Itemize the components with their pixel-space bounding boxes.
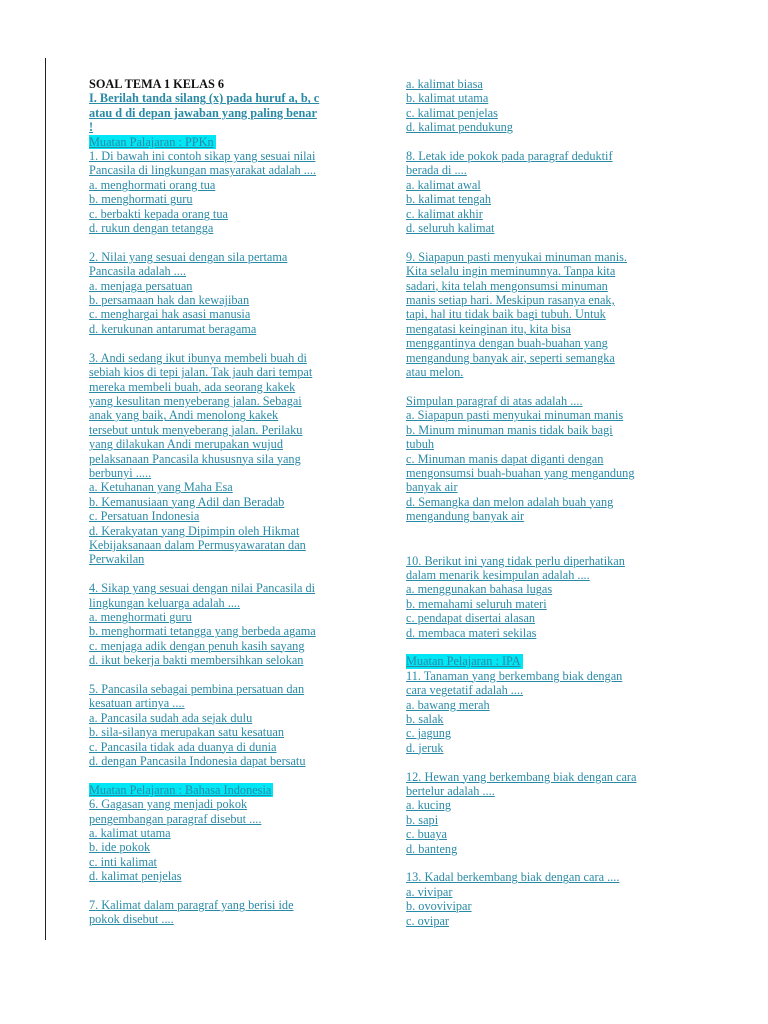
question-12 bbox=[406, 770, 684, 856]
answer-option[interactable]: a. Siapapun pasti menyukai minuman manis bbox=[406, 408, 624, 423]
answer-option[interactable]: tubuh bbox=[406, 437, 435, 452]
answer-option[interactable]: d. seluruh kalimat bbox=[406, 221, 495, 236]
answer-option[interactable]: Perwakilan bbox=[89, 552, 145, 567]
answer-option[interactable]: d. ikut bekerja bakti membersihkan selokan bbox=[89, 653, 304, 668]
answer-option[interactable]: d. kalimat pendukung bbox=[406, 120, 513, 135]
instruction-line: ! bbox=[89, 120, 94, 135]
answer-option[interactable]: d. jeruk bbox=[406, 740, 444, 755]
answer-option[interactable]: d. membaca materi sekilas bbox=[406, 625, 537, 640]
answer-option[interactable]: c. kalimat akhir bbox=[406, 206, 483, 221]
answer-option[interactable]: b. sila-silanya merupakan satu kesatuan bbox=[89, 725, 284, 740]
question-text: mereka membeli buah, ada seorang kakek bbox=[89, 379, 296, 394]
answer-option[interactable]: a. menggunakan bahasa lugas bbox=[406, 582, 553, 597]
question-text: atau melon. bbox=[406, 365, 464, 380]
question-text: mengandung banyak air, seperti semangka bbox=[406, 350, 615, 365]
question-text: 6. Gagasan yang menjadi pokok bbox=[89, 797, 248, 812]
answer-option[interactable]: a. vivipar bbox=[406, 884, 453, 899]
answer-option[interactable]: a. kalimat utama bbox=[89, 826, 171, 841]
answer-option[interactable]: a. kalimat awal bbox=[406, 177, 481, 192]
question-text: mengatasi keinginan itu, kita bisa bbox=[406, 321, 571, 336]
answer-option[interactable]: c. Persatuan Indonesia bbox=[89, 509, 200, 524]
question-text: yang dilakukan Andi merupakan wujud bbox=[89, 437, 283, 452]
answer-option[interactable]: b. sapi bbox=[406, 812, 439, 827]
answer-option[interactable]: a. kalimat biasa bbox=[406, 77, 483, 91]
answer-option[interactable]: c. menghargai hak asasi manusia bbox=[89, 307, 251, 322]
question-7-options bbox=[406, 77, 684, 135]
answer-option[interactable]: d. Kerakyatan yang Dipimpin oleh Hikmat bbox=[89, 523, 300, 538]
question-text: 2. Nilai yang sesuai dengan sila pertama bbox=[89, 249, 288, 264]
question-text: 8. Letak ide pokok pada paragraf deduktif bbox=[406, 149, 613, 164]
answer-option[interactable]: b. ovovivipar bbox=[406, 899, 472, 914]
question-text: pengembangan paragraf disebut .... bbox=[89, 811, 262, 826]
subject-heading-bahasa-indonesia: Muatan Pelajaran : Bahasa Indonesia bbox=[89, 782, 272, 797]
document-title: SOAL TEMA 1 KELAS 6 bbox=[89, 77, 225, 91]
question-text: Pancasila adalah .... bbox=[89, 264, 186, 279]
answer-option[interactable]: d. banteng bbox=[406, 841, 458, 856]
question-text: sebiah kios di tepi jalan. Tak jauh dari tempat bbox=[89, 365, 313, 380]
answer-option[interactable]: Kebijaksanaan dalam Permusyawaratan dan bbox=[89, 537, 306, 552]
answer-option[interactable]: mengonsumsi buah-buahan yang mengandung bbox=[406, 465, 635, 480]
question-6 bbox=[89, 797, 367, 883]
question-4 bbox=[89, 581, 367, 667]
question-text: sadari, kita telah mengonsumsi minuman bbox=[406, 278, 608, 293]
answer-option[interactable]: b. menghormati tetangga yang berbeda agama bbox=[89, 624, 316, 639]
answer-option[interactable]: b. Minum minuman manis tidak baik bagi bbox=[406, 422, 613, 437]
question-text: 1. Di bawah ini contoh sikap yang sesuai nilai bbox=[89, 149, 316, 164]
answer-option[interactable]: c. menjaga adik dengan penuh kasih sayang bbox=[89, 638, 305, 653]
question-3 bbox=[89, 351, 367, 567]
answer-option[interactable]: a. kucing bbox=[406, 798, 452, 813]
question-text: menggantinya dengan buah-buahan yang bbox=[406, 336, 608, 351]
question-text: 9. Siapapun pasti menyukai minuman manis. bbox=[406, 249, 627, 264]
question-text: berada di .... bbox=[406, 163, 467, 178]
question-text: tersebut untuk menyeberang jalan. Perilaku bbox=[89, 422, 303, 437]
answer-option[interactable]: c. inti kalimat bbox=[89, 854, 157, 869]
answer-option[interactable]: c. ovipar bbox=[406, 913, 450, 928]
answer-option[interactable]: b. kalimat tengah bbox=[406, 192, 492, 207]
answer-option[interactable]: a. Pancasila sudah ada sejak dulu bbox=[89, 710, 253, 725]
question-text: bertelur adalah .... bbox=[406, 784, 495, 799]
answer-option[interactable]: c. buaya bbox=[406, 827, 447, 842]
question-text: cara vegetatif adalah .... bbox=[406, 683, 524, 698]
question-text: 4. Sikap yang sesuai dengan nilai Pancasila di bbox=[89, 581, 316, 596]
answer-option[interactable]: c. pendapat disertai alasan bbox=[406, 611, 536, 626]
question-text: pelaksanaan Pancasila khususnya sila yang bbox=[89, 451, 301, 466]
answer-option[interactable]: b. menghormati guru bbox=[89, 192, 193, 207]
answer-option[interactable]: b. kalimat utama bbox=[406, 91, 489, 106]
question-2 bbox=[89, 250, 367, 336]
question-text: lingkungan keluarga adalah .... bbox=[89, 595, 241, 610]
question-text: 7. Kalimat dalam paragraf yang berisi ide bbox=[89, 898, 294, 913]
answer-option[interactable]: b. memahami seluruh materi bbox=[406, 596, 547, 611]
question-text: yang kesulitan menyeberang jalan. Sebagai bbox=[89, 393, 302, 408]
question-11 bbox=[406, 669, 684, 755]
answer-option[interactable]: mengandung banyak air bbox=[406, 509, 525, 524]
answer-option[interactable]: c. kalimat penjelas bbox=[406, 105, 498, 120]
question-13 bbox=[406, 870, 684, 928]
subject-heading-ipa: Muatan Pelajaran : IPA bbox=[406, 654, 521, 669]
question-text: dalam menarik kesimpulan adalah .... bbox=[406, 567, 590, 582]
answer-option[interactable]: c. Pancasila tidak ada duanya di dunia bbox=[89, 739, 277, 754]
question-text: 10. Berikut ini yang tidak perlu diperhatikan bbox=[406, 553, 625, 568]
answer-option[interactable]: c. Minuman manis dapat diganti dengan bbox=[406, 451, 604, 466]
question-text: tapi, hal itu tidak baik bagi tubuh. Untuk bbox=[406, 307, 606, 322]
answer-option[interactable]: b. persamaan hak dan kewajiban bbox=[89, 293, 250, 308]
answer-option[interactable]: b. salak bbox=[406, 712, 444, 726]
answer-option[interactable]: d. rukun dengan tetangga bbox=[89, 221, 214, 236]
answer-option[interactable]: d. Semangka dan melon adalah buah yang bbox=[406, 494, 614, 509]
answer-option[interactable]: d. kerukunan antarumat beragama bbox=[89, 321, 257, 336]
question-text: 5. Pancasila sebagai pembina persatuan dan bbox=[89, 682, 305, 696]
question-text: Kita selalu ingin meminumnya. Tanpa kita bbox=[406, 264, 616, 279]
left-column bbox=[89, 77, 367, 927]
question-text: 12. Hewan yang berkembang biak dengan cara bbox=[406, 769, 637, 784]
question-text: berbunyi ..... bbox=[89, 465, 152, 480]
question-text: anak yang baik, Andi menolong kakek bbox=[89, 408, 279, 423]
question-text: 11. Tanaman yang berkembang biak dengan bbox=[406, 668, 623, 683]
question-text: pokok disebut .... bbox=[89, 912, 174, 927]
answer-option[interactable]: c. berbakti kepada orang tua bbox=[89, 206, 228, 221]
question-9 bbox=[406, 250, 684, 524]
question-text: 13. Kadal berkembang biak dengan cara .... bbox=[406, 870, 620, 885]
question-text: manis setiap hari. Meskipun rasanya enak, bbox=[406, 293, 615, 308]
answer-option[interactable]: d. kalimat penjelas bbox=[89, 869, 182, 884]
answer-option[interactable]: a. menghormati guru bbox=[89, 609, 192, 624]
answer-option[interactable]: banyak air bbox=[406, 480, 458, 495]
question-7 bbox=[89, 898, 367, 927]
right-column bbox=[406, 77, 684, 928]
subject-heading-ppkn: Muatan Palajaran : PPKn bbox=[89, 134, 214, 149]
instruction-line: I. Berilah tanda silang (x) pada huruf a, b, c bbox=[89, 91, 320, 106]
answer-option[interactable]: b. ide pokok bbox=[89, 840, 151, 855]
question-5 bbox=[89, 682, 367, 768]
instruction-line: atau d di depan jawaban yang paling benar bbox=[89, 105, 317, 120]
question-1 bbox=[89, 149, 367, 235]
answer-option[interactable]: a. menjaga persatuan bbox=[89, 278, 193, 293]
answer-option[interactable]: a. Ketuhanan yang Maha Esa bbox=[89, 480, 233, 495]
answer-option[interactable]: a. bawang merah bbox=[406, 697, 490, 712]
answer-option[interactable]: a. menghormati orang tua bbox=[89, 177, 216, 192]
question-text: Pancasila di lingkungan masyarakat adalah .... bbox=[89, 163, 317, 178]
question-text: 3. Andi sedang ikut ibunya membeli buah di bbox=[89, 350, 307, 365]
answer-option[interactable]: c. jagung bbox=[406, 726, 452, 741]
question-prompt: Simpulan paragraf di atas adalah .... bbox=[406, 393, 583, 408]
question-text: kesatuan artinya .... bbox=[89, 696, 185, 711]
question-8 bbox=[406, 149, 684, 235]
question-10 bbox=[406, 554, 684, 640]
answer-option[interactable]: d. dengan Pancasila Indonesia dapat bersatu bbox=[89, 754, 306, 769]
answer-option[interactable]: b. Kemanusiaan yang Adil dan Beradab bbox=[89, 494, 285, 509]
page-margin-line bbox=[45, 58, 46, 940]
